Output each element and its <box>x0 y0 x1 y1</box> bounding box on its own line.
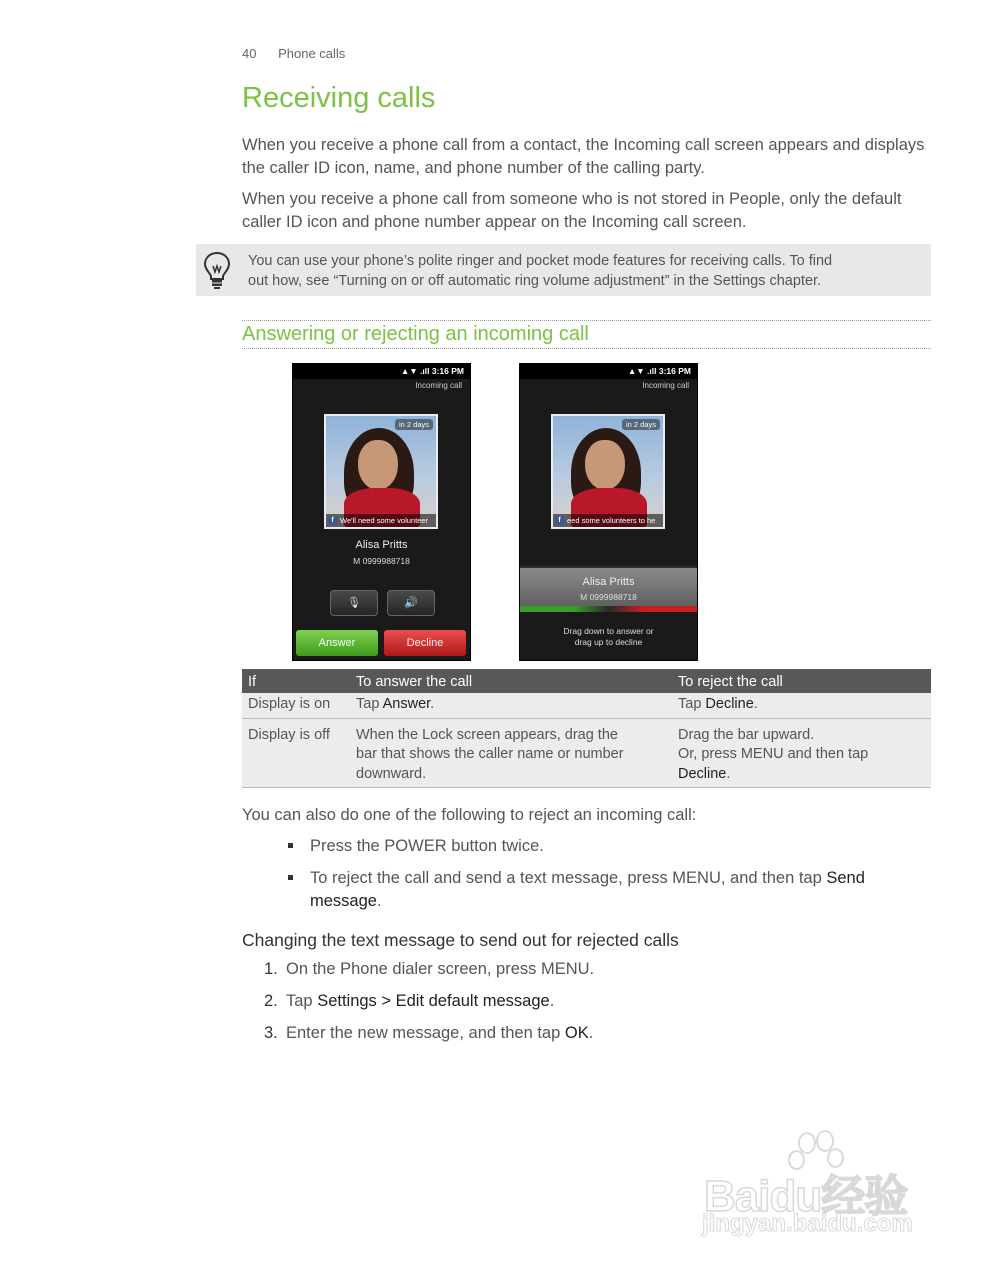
status-caption: f We'll need some volunteer <box>326 514 436 527</box>
subheading-rule-top <box>242 320 931 321</box>
screen-label: Incoming call <box>642 381 689 390</box>
reminder-badge: in 2 days <box>622 419 660 430</box>
column-header-reject: To reject the call <box>672 669 931 693</box>
condition-cell: Display is off <box>242 718 350 788</box>
column-header-if: If <box>242 669 350 693</box>
screen-label: Incoming call <box>415 381 462 390</box>
reject-cell: Drag the bar upward. Or, press MENU and then tap Decline. <box>672 718 931 788</box>
caller-lock-bar[interactable] <box>520 566 697 612</box>
answer-cell: Tap Answer. <box>350 693 672 718</box>
signal-icon: ▲▼ .ıll <box>400 366 432 376</box>
drag-hint-line-1: Drag down to answer or <box>563 626 654 636</box>
also-reject-text: You can also do one of the following to reject an incoming call: <box>242 806 697 824</box>
status-bar <box>520 364 697 379</box>
tip-text-line-1: You can use your phone’s polite ringer and pocket mode features for receiving calls. To find <box>248 253 833 269</box>
caller-number: M 0999988718 <box>580 592 637 602</box>
intro-paragraph-1: When you receive a phone call from a contact, the Incoming call screen appears and displays the caller ID icon, name, and phone number of the calling party. <box>242 136 925 177</box>
status-ampm: PM <box>451 366 464 376</box>
call-actions-table <box>242 669 931 788</box>
speaker-icon: 🔊 <box>404 597 418 609</box>
list-item: 1. On the Phone dialer screen, press MENU. <box>264 960 595 978</box>
reject-options-list <box>287 835 927 922</box>
answer-cell: When the Lock screen appears, drag the bar that shows the caller name or number downward. <box>350 718 672 788</box>
subheading: Answering or rejecting an incoming call <box>242 323 589 345</box>
column-header-answer: To answer the call <box>350 669 672 693</box>
table-row <box>242 693 931 718</box>
page-title: Receiving calls <box>242 82 436 114</box>
facebook-icon: f <box>555 516 564 525</box>
status-bar <box>293 364 470 379</box>
drag-hint-line-2: drag up to decline <box>574 637 643 647</box>
table-header-row <box>242 669 931 693</box>
lightbulb-icon <box>201 250 233 290</box>
caller-name: Alisa Pritts <box>582 576 635 588</box>
tip-text <box>248 251 918 291</box>
status-time: 3:16 <box>431 366 449 376</box>
section-name: Phone calls <box>278 46 346 61</box>
condition-cell: Display is on <box>242 693 350 718</box>
signal-icon: ▲▼ .ıll <box>627 366 659 376</box>
page-number: 40 <box>242 46 257 61</box>
steps-title: Changing the text message to send out for rejected calls <box>242 930 679 950</box>
tip-box <box>196 244 931 296</box>
drag-hint <box>520 626 697 648</box>
answer-button[interactable]: Answer <box>296 630 378 656</box>
decline-button[interactable]: Decline <box>384 630 466 656</box>
status-ampm: PM <box>678 366 691 376</box>
status-caption: f eed some volunteers to he <box>553 514 663 527</box>
caller-name: Alisa Pritts <box>355 539 408 551</box>
baidu-watermark: Baidu经验 jingyan.baidu.com <box>700 1130 940 1250</box>
screenshot-incoming-call <box>292 363 471 661</box>
mute-button[interactable] <box>330 590 378 616</box>
list-item: 3. Enter the new message, and then tap OK. <box>264 1024 594 1042</box>
subheading-rule-bottom <box>242 348 931 349</box>
speaker-button[interactable] <box>387 590 435 616</box>
screenshot-lock-screen-call <box>519 363 698 661</box>
tip-text-line-2: out how, see “Turning on or off automatic ring volume adjustment” in the Settings chapter. <box>248 273 822 289</box>
table-row <box>242 718 931 788</box>
list-item: 2. Tap Settings > Edit default message. <box>264 992 555 1010</box>
facebook-icon: f <box>328 516 337 525</box>
reject-cell: Tap Decline. <box>672 693 931 718</box>
list-item: Press the POWER button twice. <box>287 835 927 858</box>
caller-photo <box>551 414 665 529</box>
caller-photo <box>324 414 438 529</box>
intro-paragraph-2: When you receive a phone call from someone who is not stored in People, only the default caller ID icon and phone number appear on the Incoming call screen. <box>242 190 902 231</box>
status-time: 3:16 <box>658 366 676 376</box>
reminder-badge: in 2 days <box>395 419 433 430</box>
list-item: To reject the call and send a text message, press MENU, and then tap Send message. <box>287 867 927 913</box>
steps-list <box>264 958 924 1054</box>
bullet-icon <box>288 875 293 880</box>
microphone-icon: 🎙 <box>347 597 361 609</box>
caller-number: M 0999988718 <box>353 556 410 566</box>
bullet-icon <box>288 843 293 848</box>
running-header <box>242 46 345 61</box>
